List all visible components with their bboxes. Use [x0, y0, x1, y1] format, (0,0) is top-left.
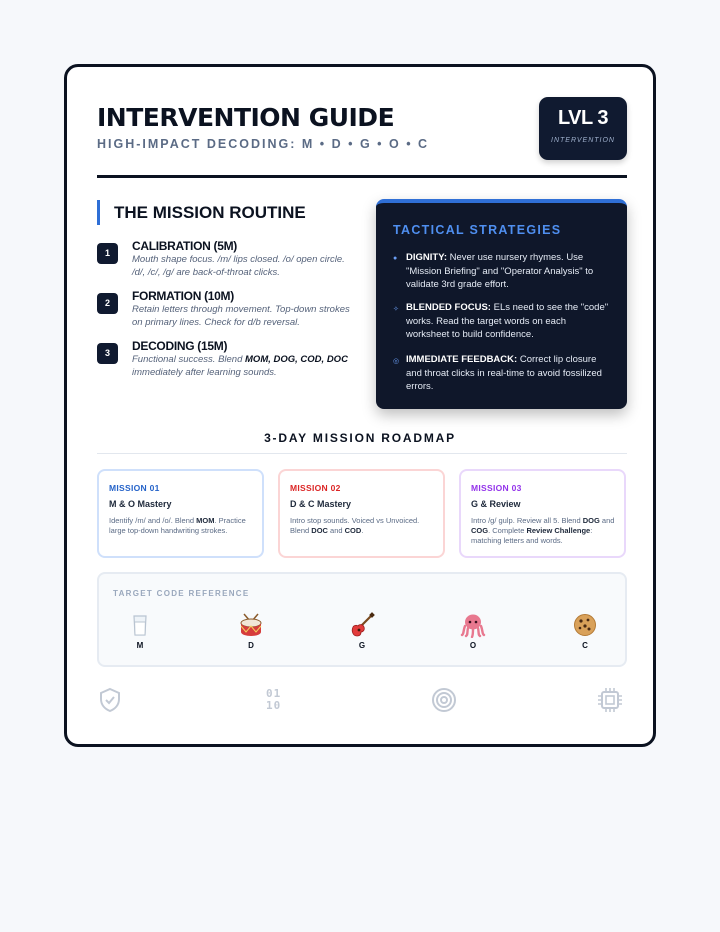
mission-title: G & Review	[471, 499, 521, 509]
mission-desc-text: : matching letters and words.	[471, 526, 593, 545]
step-number: 3	[97, 343, 118, 364]
guitar-icon	[349, 612, 375, 638]
mission-desc-word: DOG	[582, 516, 600, 525]
mission-title: D & C Mastery	[290, 499, 352, 509]
code-item	[231, 612, 271, 650]
code-item	[565, 612, 605, 650]
step-title: FORMATION (10M)	[132, 289, 234, 303]
cookie-icon	[572, 612, 598, 638]
step-desc-text: immediately after learning sounds.	[132, 366, 277, 378]
target-icon: ◎	[393, 358, 400, 365]
step-title: DECODING (15M)	[132, 339, 228, 353]
mission-desc-word: COD	[344, 526, 362, 535]
strategy-body: Correct lip closure and throat clicks in real-time to avoid fossilized errors.	[406, 354, 602, 392]
code-item	[342, 612, 382, 650]
roadmap-heading: 3-DAY MISSION ROADMAP	[264, 431, 456, 445]
code-letter: G	[358, 641, 366, 650]
code-letter: O	[469, 641, 477, 650]
step-title: CALIBRATION (5M)	[132, 239, 237, 253]
page-title: INTERVENTION GUIDE	[97, 103, 395, 132]
codes-heading: TARGET CODE REFERENCE	[113, 589, 250, 598]
milk-icon	[127, 612, 153, 638]
mission-desc-word: Review Challenge	[526, 526, 591, 535]
mission-desc-text: .	[361, 526, 364, 535]
mission-tag: MISSION 03	[471, 483, 522, 493]
mission-desc-text: Intro stop sounds. Voiced vs Unvoiced. Blend	[290, 516, 420, 535]
strategy-label: DIGNITY:	[406, 252, 447, 263]
mission-description	[109, 516, 259, 536]
strategy-body: Never use nursery rhymes. Use "Mission Briefing" and "Operator Analysis" to validate 3rd grade effort.	[406, 252, 594, 290]
mission-tag: MISSION 01	[109, 483, 160, 493]
circle-icon: ●	[393, 255, 398, 262]
step-description	[132, 354, 357, 379]
step-description: Retain letters through movement. Top-down strokes on primary lines. Check for d/b reversal.	[132, 304, 350, 328]
strategy-text	[406, 353, 611, 394]
guide-card	[64, 64, 656, 747]
code-item	[453, 612, 493, 650]
header-divider	[97, 175, 627, 178]
code-item	[120, 612, 160, 650]
target-code-reference	[97, 572, 627, 667]
strategy-text	[406, 301, 611, 342]
mission-card	[97, 469, 264, 558]
strategy-body: ELs need to see the "code" works. Read the target words on each worksheet to build confidence.	[406, 302, 609, 340]
mission-desc-text: Intro /g/ gulp. Review all 5. Blend	[471, 516, 583, 525]
roadmap-divider	[97, 453, 627, 454]
mission-tag: MISSION 02	[290, 483, 341, 493]
mission-description	[290, 516, 440, 536]
mission-desc-word: COG	[471, 526, 489, 535]
step-desc-words: MOM, DOG, COD, DOC	[245, 354, 348, 365]
code-letter: M	[136, 641, 144, 650]
shield-check-icon	[97, 687, 123, 713]
mission-title: M & O Mastery	[109, 499, 172, 509]
code-letter: D	[248, 641, 254, 650]
mission-desc-text: and	[599, 516, 615, 525]
step-number: 1	[97, 243, 118, 264]
sparkle-icon: ✧	[393, 306, 399, 313]
routine-heading: THE MISSION ROUTINE	[97, 200, 306, 225]
step-description: Mouth shape focus. /m/ lips closed. /o/ open circle. /d/, /c/, /g/ are back-of-throat clicks.	[132, 254, 345, 278]
mission-card	[278, 469, 445, 558]
drum-icon	[238, 612, 264, 638]
mission-desc-word: DOC	[311, 526, 328, 535]
mission-card	[459, 469, 626, 558]
mission-desc-text: . Practice large top-down handwriting strokes.	[109, 516, 246, 535]
target-icon	[431, 687, 457, 713]
mission-description	[471, 516, 621, 546]
code-letter: C	[582, 641, 588, 650]
level-badge	[539, 97, 627, 160]
mission-desc-text: and	[327, 526, 345, 535]
step-number: 2	[97, 293, 118, 314]
tactical-heading: TACTICAL STRATEGIES	[393, 223, 562, 237]
mission-desc-text: Identify /m/ and /o/. Blend	[109, 516, 197, 525]
strategy-text	[406, 251, 611, 292]
strategy-label: IMMEDIATE FEEDBACK:	[406, 354, 518, 365]
octopus-icon	[460, 612, 486, 638]
binary-icon: 01 10	[266, 687, 282, 712]
mission-desc-text: . Complete	[488, 526, 527, 535]
step-desc-text: Functional success. Blend	[132, 354, 246, 365]
cpu-chip-icon	[597, 687, 623, 713]
mission-desc-word: MOM	[196, 516, 215, 525]
level-badge-sub: INTERVENTION	[551, 137, 615, 144]
tactical-strategies-panel	[376, 199, 627, 409]
page-subtitle: HIGH-IMPACT DECODING: M • D • G • O • C	[97, 137, 430, 151]
level-badge-main: LVL 3	[557, 107, 609, 129]
strategy-label: BLENDED FOCUS:	[406, 302, 491, 313]
